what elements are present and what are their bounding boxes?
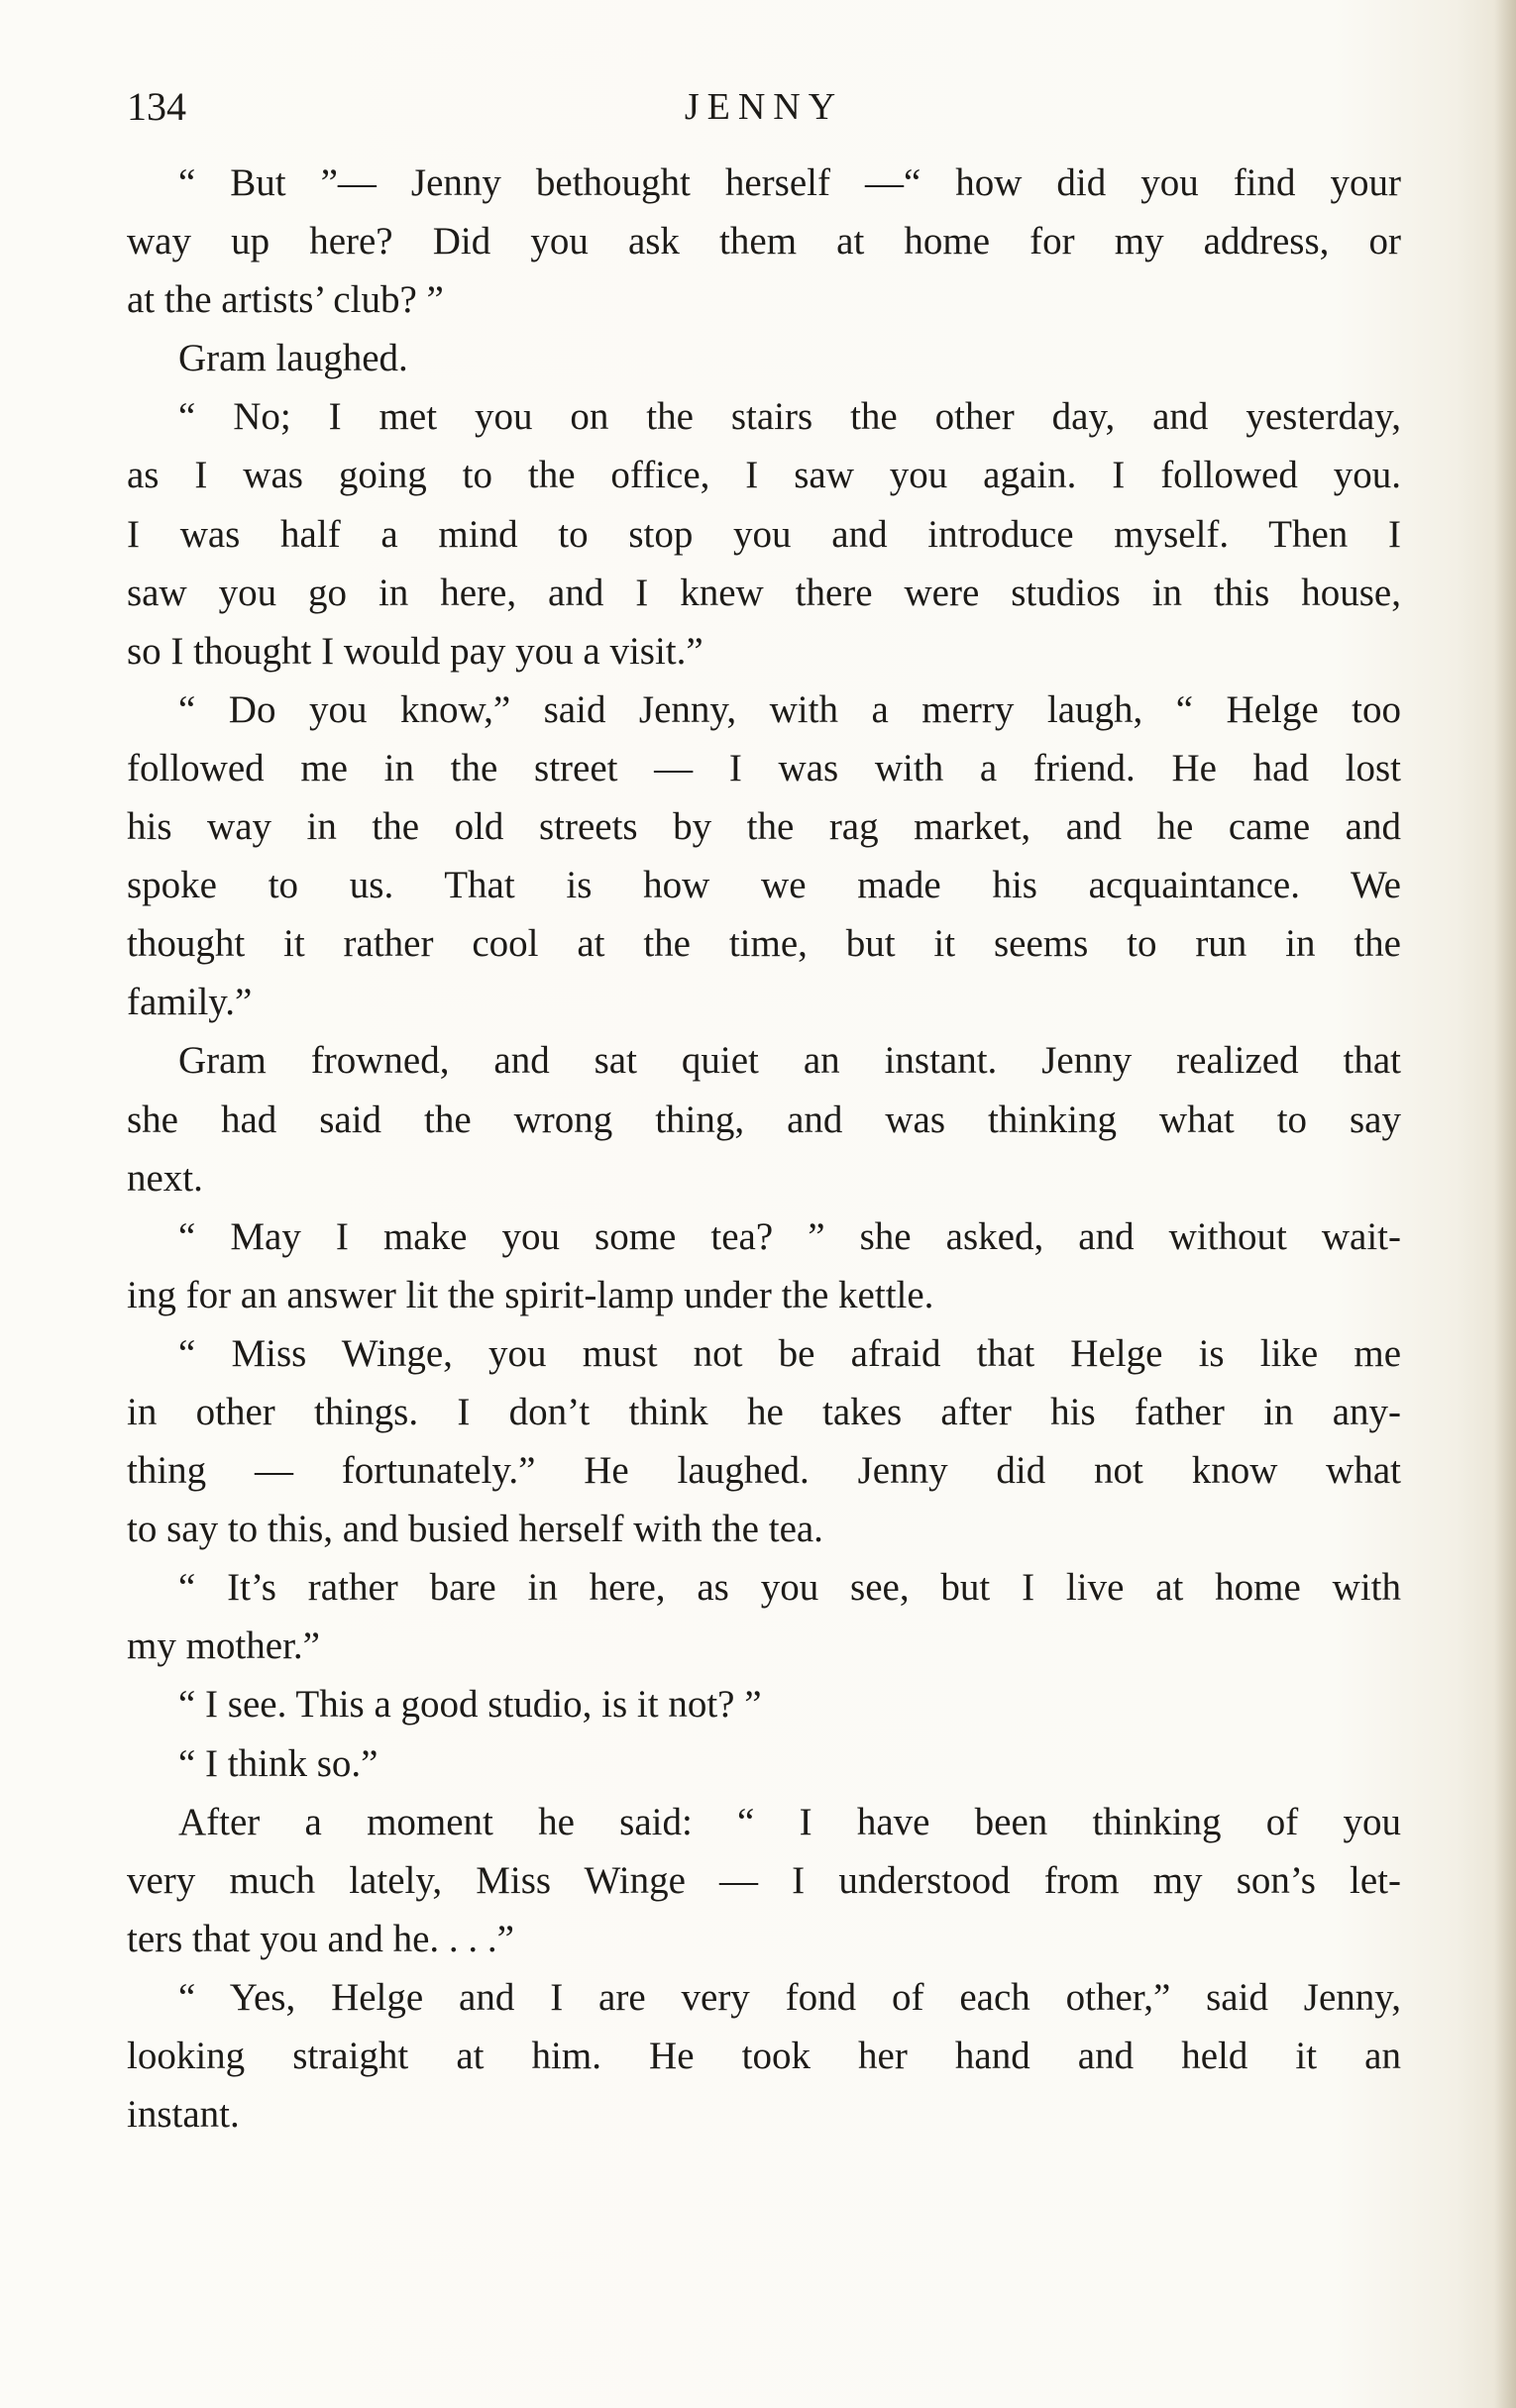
text-line: so I thought I would pay you a visit.” [127,629,704,673]
body-text [127,154,1401,2144]
text-line: After a moment he said: “ I have been thinking of you [178,1800,1401,1843]
text-line: “ But ”— Jenny bethought herself —“ how did you find your [178,161,1401,204]
text-line: followed me in the street — I was with a friend. He had lost [127,746,1401,789]
text-line: my mother.” [127,1624,320,1668]
text-line: his way in the old streets by the rag market, and he came and [127,805,1401,849]
text-line: I was half a mind to stop you and introduce myself. Then I [127,512,1401,556]
text-line: ing for an answer lit the spirit-lamp under the kettle. [127,1273,934,1316]
text-line: “ Do you know,” said Jenny, with a merry laugh, “ Helge too [178,687,1401,731]
text-line: in other things. I don’t think he takes after his father in any- [127,1390,1401,1433]
text-line: next. [127,1156,203,1200]
text-line: saw you go in here, and I knew there were studios in this house, [127,571,1401,614]
text-line: way up here? Did you ask them at home for my address, or [127,220,1401,263]
text-line: very much lately, Miss Winge — I understood from my son’s let- [127,1858,1401,1902]
text-line: instant. [127,2093,240,2137]
text-line: “ It’s rather bare in here, as you see, but I live at home with [178,1566,1401,1610]
text-line: “ Miss Winge, you must not be afraid that Helge is like me [178,1331,1401,1375]
text-line: to say to this, and busied herself with the tea. [127,1508,823,1551]
text-line: Gram laughed. [178,337,408,380]
text-line: “ May I make you some tea? ” she asked, and without wait- [178,1214,1401,1258]
text-line: ters that you and he. . . .” [127,1917,514,1960]
text-line: at the artists’ club? ” [127,278,444,322]
text-line: looking straight at him. He took her hand and held it an [127,2035,1401,2077]
text-line: thing — fortunately.” He laughed. Jenny did not know what [127,1449,1401,1493]
text-line: family.” [127,981,253,1024]
text-line: thought it rather cool at the time, but it seems to run in the [127,922,1401,966]
text-line: “ I see. This a good studio, is it not? ” [178,1683,762,1727]
page-number: 134 [127,84,186,129]
page-header [127,77,1401,137]
text-line: “ No; I met you on the stairs the other day, and yesterday, [178,395,1401,439]
page-edge-shadow [1494,0,1516,2408]
text-line: Gram frowned, and sat quiet an instant. Jenny realized that [178,1039,1401,1083]
text-line: “ I think so.” [178,1741,379,1785]
text-line: as I was going to the office, I saw you again. I followed you. [127,454,1401,497]
running-title: JENNY [684,86,844,128]
text-line: spoke to us. That is how we made his acquaintance. We [127,864,1401,907]
text-line: she had said the wrong thing, and was thinking what to say [127,1098,1401,1141]
text-line: “ Yes, Helge and I are very fond of each other,” said Jenny, [178,1975,1401,2019]
